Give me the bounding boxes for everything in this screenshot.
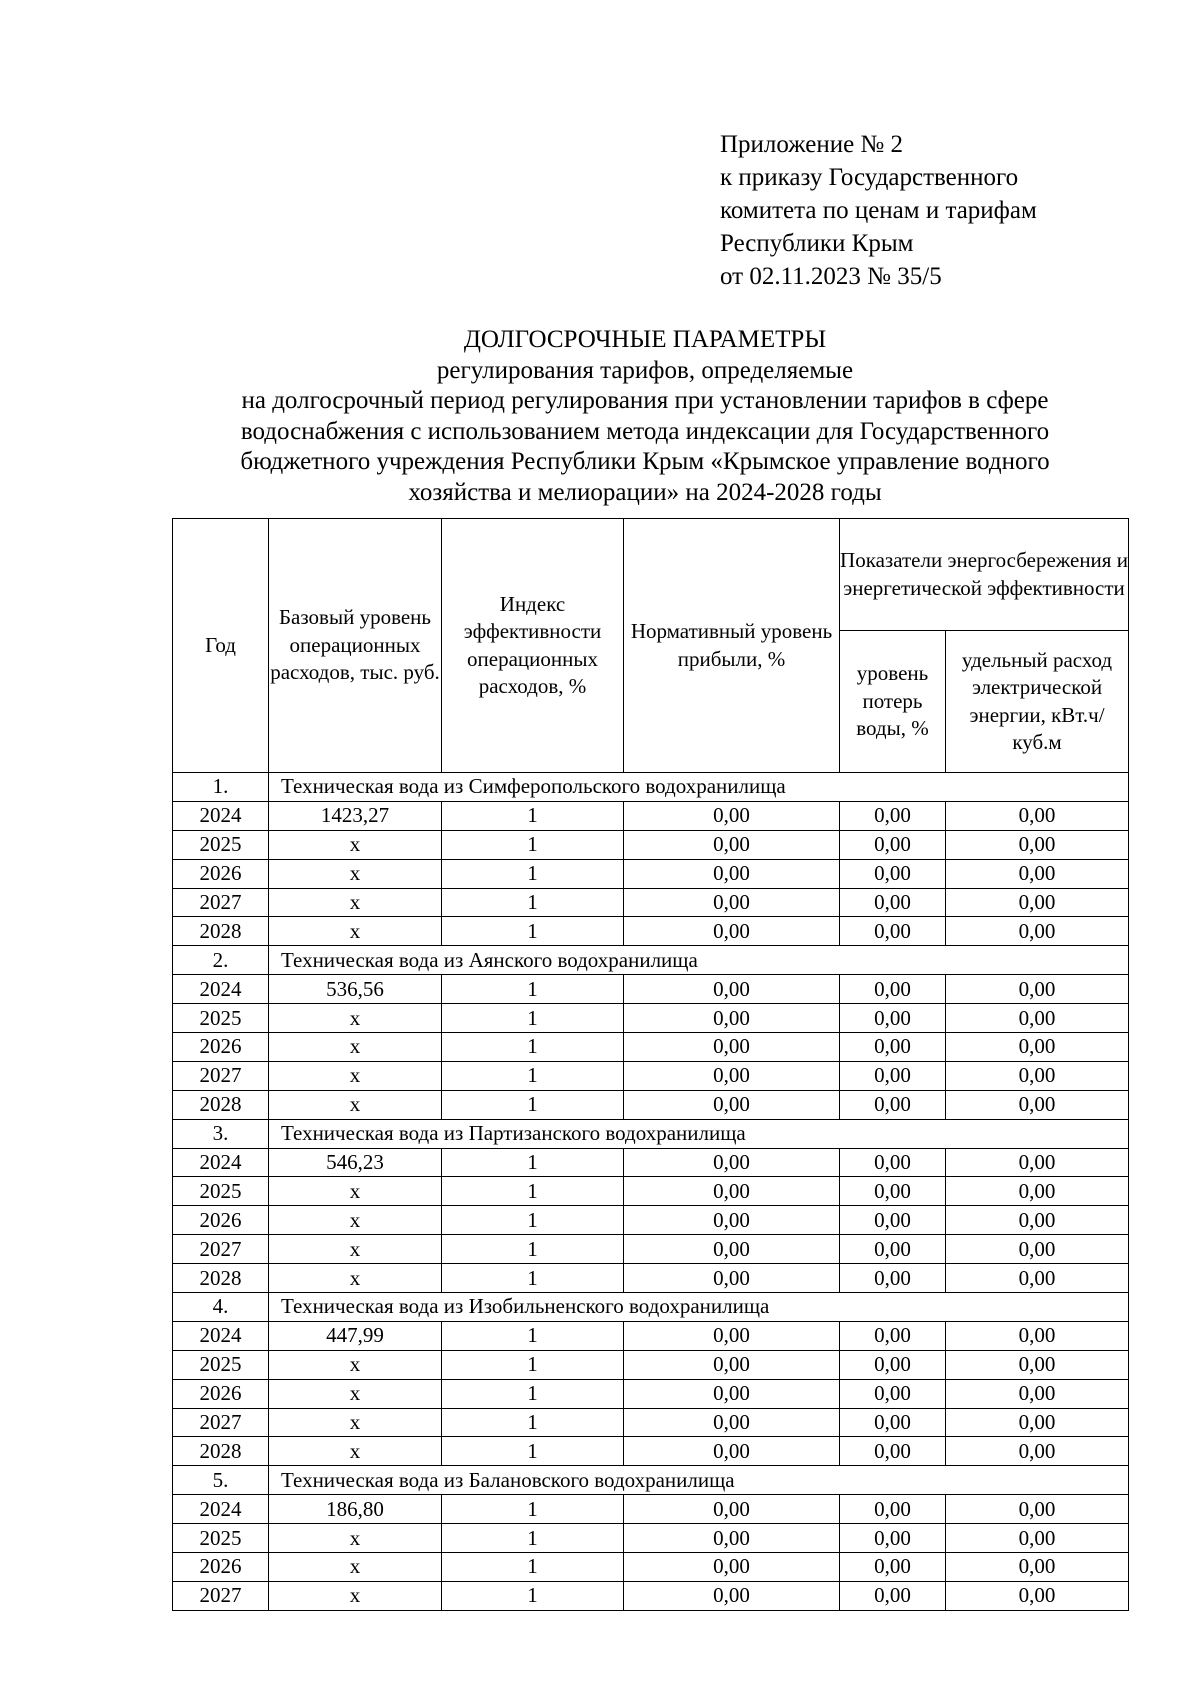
cell-base-opex: 546,23 [269, 1148, 442, 1177]
cell-year: 2027 [173, 1235, 269, 1264]
appendix-line: Республики Крым [720, 230, 914, 257]
title-line: на долгосрочный период регулирования при установлении тарифов в сфере [241, 387, 1049, 414]
cell-water-loss: 0,00 [840, 1033, 946, 1062]
table-row [173, 1148, 1129, 1177]
table-row [173, 1321, 1129, 1350]
cell-efficiency-index: 1 [442, 975, 624, 1004]
cell-water-loss: 0,00 [840, 859, 946, 888]
table-header [173, 519, 1129, 773]
header-efficiency-index: Индекс эффективности операционных расходов, % [442, 519, 624, 773]
cell-base-opex: х [269, 888, 442, 917]
table-row [173, 1235, 1129, 1264]
cell-electricity: 0,00 [946, 859, 1129, 888]
appendix-line: к приказу Государственного [720, 164, 1019, 191]
cell-efficiency-index: 1 [442, 917, 624, 946]
header-base-opex: Базовый уровень операционных расходов, тыс. руб. [269, 519, 442, 773]
cell-base-opex: х [269, 1379, 442, 1408]
table-row [173, 1090, 1129, 1119]
parameters-table [172, 518, 1129, 1611]
cell-profit-level: 0,00 [624, 1495, 840, 1524]
cell-electricity: 0,00 [946, 1061, 1129, 1090]
cell-water-loss: 0,00 [840, 1495, 946, 1524]
cell-water-loss: 0,00 [840, 1004, 946, 1033]
cell-base-opex: х [269, 1177, 442, 1206]
cell-profit-level: 0,00 [624, 1321, 840, 1350]
cell-efficiency-index: 1 [442, 1235, 624, 1264]
section-number: 5. [173, 1466, 269, 1495]
cell-efficiency-index: 1 [442, 1379, 624, 1408]
appendix-line: комитета по ценам и тарифам [720, 197, 1037, 224]
cell-profit-level: 0,00 [624, 1206, 840, 1235]
section-row [173, 1119, 1129, 1148]
cell-electricity: 0,00 [946, 1177, 1129, 1206]
cell-efficiency-index: 1 [442, 1553, 624, 1582]
section-number: 2. [173, 946, 269, 975]
section-title: Техническая вода из Изобильненского водохранилища [269, 1293, 1129, 1322]
cell-year: 2026 [173, 1206, 269, 1235]
cell-efficiency-index: 1 [442, 1437, 624, 1466]
cell-profit-level: 0,00 [624, 1553, 840, 1582]
cell-base-opex: х [269, 1004, 442, 1033]
cell-electricity: 0,00 [946, 975, 1129, 1004]
cell-profit-level: 0,00 [624, 859, 840, 888]
cell-year: 2025 [173, 1177, 269, 1206]
cell-electricity: 0,00 [946, 801, 1129, 830]
table-row [173, 1553, 1129, 1582]
table-row [173, 1437, 1129, 1466]
table-row [173, 1524, 1129, 1553]
section-row [173, 946, 1129, 975]
cell-base-opex: 186,80 [269, 1495, 442, 1524]
cell-electricity: 0,00 [946, 830, 1129, 859]
cell-base-opex: 536,56 [269, 975, 442, 1004]
cell-electricity: 0,00 [946, 917, 1129, 946]
cell-efficiency-index: 1 [442, 1524, 624, 1553]
section-title: Техническая вода из Партизанского водохранилища [269, 1119, 1129, 1148]
cell-water-loss: 0,00 [840, 975, 946, 1004]
cell-base-opex: 447,99 [269, 1321, 442, 1350]
cell-base-opex: х [269, 1553, 442, 1582]
cell-electricity: 0,00 [946, 1350, 1129, 1379]
cell-year: 2024 [173, 1148, 269, 1177]
table-row [173, 1033, 1129, 1062]
cell-profit-level: 0,00 [624, 1524, 840, 1553]
cell-electricity: 0,00 [946, 1090, 1129, 1119]
cell-water-loss: 0,00 [840, 1061, 946, 1090]
cell-base-opex: х [269, 1437, 442, 1466]
table-row [173, 888, 1129, 917]
section-row [173, 1466, 1129, 1495]
cell-year: 2026 [173, 859, 269, 888]
cell-electricity: 0,00 [946, 1148, 1129, 1177]
cell-electricity: 0,00 [946, 1033, 1129, 1062]
cell-profit-level: 0,00 [624, 917, 840, 946]
cell-electricity: 0,00 [946, 1524, 1129, 1553]
section-row [173, 773, 1129, 802]
cell-profit-level: 0,00 [624, 1408, 840, 1437]
cell-year: 2027 [173, 1581, 269, 1610]
cell-base-opex: х [269, 1061, 442, 1090]
section-number: 1. [173, 773, 269, 802]
cell-efficiency-index: 1 [442, 1264, 624, 1293]
section-row [173, 1293, 1129, 1322]
header-electricity: удельный расход электрической энергии, кВт.ч/куб.м [946, 631, 1129, 773]
cell-water-loss: 0,00 [840, 1553, 946, 1582]
header-year: Год [173, 519, 269, 773]
cell-year: 2025 [173, 830, 269, 859]
cell-year: 2026 [173, 1379, 269, 1408]
table-row [173, 859, 1129, 888]
cell-year: 2025 [173, 1524, 269, 1553]
cell-efficiency-index: 1 [442, 1408, 624, 1437]
cell-water-loss: 0,00 [840, 801, 946, 830]
cell-year: 2026 [173, 1553, 269, 1582]
cell-profit-level: 0,00 [624, 1379, 840, 1408]
cell-electricity: 0,00 [946, 1235, 1129, 1264]
cell-electricity: 0,00 [946, 1553, 1129, 1582]
cell-profit-level: 0,00 [624, 1090, 840, 1119]
cell-base-opex: х [269, 1033, 442, 1062]
cell-year: 2024 [173, 801, 269, 830]
table-row [173, 1206, 1129, 1235]
cell-efficiency-index: 1 [442, 1148, 624, 1177]
cell-electricity: 0,00 [946, 1495, 1129, 1524]
cell-water-loss: 0,00 [840, 1321, 946, 1350]
cell-year: 2024 [173, 1321, 269, 1350]
cell-efficiency-index: 1 [442, 1177, 624, 1206]
appendix-line: Приложение № 2 [720, 131, 904, 158]
cell-water-loss: 0,00 [840, 1408, 946, 1437]
cell-base-opex: х [269, 1524, 442, 1553]
cell-efficiency-index: 1 [442, 888, 624, 917]
cell-efficiency-index: 1 [442, 1033, 624, 1062]
cell-efficiency-index: 1 [442, 830, 624, 859]
cell-base-opex: х [269, 830, 442, 859]
cell-year: 2028 [173, 1264, 269, 1293]
cell-water-loss: 0,00 [840, 1437, 946, 1466]
cell-base-opex: х [269, 1090, 442, 1119]
table-row [173, 975, 1129, 1004]
cell-efficiency-index: 1 [442, 1581, 624, 1610]
table-row [173, 1177, 1129, 1206]
cell-water-loss: 0,00 [840, 1177, 946, 1206]
cell-base-opex: х [269, 1206, 442, 1235]
cell-efficiency-index: 1 [442, 1206, 624, 1235]
table-row [173, 917, 1129, 946]
cell-electricity: 0,00 [946, 1437, 1129, 1466]
cell-electricity: 0,00 [946, 1379, 1129, 1408]
cell-electricity: 0,00 [946, 888, 1129, 917]
title-line: регулирования тарифов, определяемые [436, 356, 854, 384]
header-energy-group: Показатели энергосбережения и энергетической эффективности [840, 519, 1129, 631]
cell-profit-level: 0,00 [624, 1004, 840, 1033]
cell-year: 2026 [173, 1033, 269, 1062]
cell-base-opex: 1423,27 [269, 801, 442, 830]
cell-profit-level: 0,00 [624, 975, 840, 1004]
cell-year: 2024 [173, 1495, 269, 1524]
title-line: водоснабжения с использованием метода индексации для Государственного [240, 417, 1050, 445]
cell-profit-level: 0,00 [624, 801, 840, 830]
document-title [170, 325, 1120, 508]
table-row [173, 1379, 1129, 1408]
section-title: Техническая вода из Аянского водохранилища [269, 946, 1129, 975]
table-row [173, 1061, 1129, 1090]
cell-efficiency-index: 1 [442, 1321, 624, 1350]
cell-electricity: 0,00 [946, 1004, 1129, 1033]
cell-base-opex: х [269, 917, 442, 946]
cell-water-loss: 0,00 [840, 1581, 946, 1610]
cell-efficiency-index: 1 [442, 1495, 624, 1524]
table-row [173, 1581, 1129, 1610]
cell-efficiency-index: 1 [442, 1061, 624, 1090]
cell-electricity: 0,00 [946, 1408, 1129, 1437]
cell-year: 2028 [173, 917, 269, 946]
cell-year: 2025 [173, 1350, 269, 1379]
table-row [173, 1004, 1129, 1033]
cell-year: 2028 [173, 1090, 269, 1119]
cell-profit-level: 0,00 [624, 830, 840, 859]
cell-efficiency-index: 1 [442, 1004, 624, 1033]
table-row [173, 1350, 1129, 1379]
table-row [173, 1495, 1129, 1524]
appendix-block [720, 128, 1037, 293]
table-row [173, 830, 1129, 859]
cell-year: 2024 [173, 975, 269, 1004]
header-profit-level: Нормативный уровень прибыли, % [624, 519, 840, 773]
cell-water-loss: 0,00 [840, 917, 946, 946]
cell-efficiency-index: 1 [442, 859, 624, 888]
cell-base-opex: х [269, 1264, 442, 1293]
cell-profit-level: 0,00 [624, 1350, 840, 1379]
title-heading: ДОЛГОСРОЧНЫЕ ПАРАМЕТРЫ [463, 326, 827, 353]
appendix-line: от 02.11.2023 № 35/5 [720, 263, 942, 290]
cell-water-loss: 0,00 [840, 1350, 946, 1379]
cell-electricity: 0,00 [946, 1321, 1129, 1350]
cell-electricity: 0,00 [946, 1206, 1129, 1235]
cell-water-loss: 0,00 [840, 1379, 946, 1408]
cell-profit-level: 0,00 [624, 1061, 840, 1090]
table-row [173, 1264, 1129, 1293]
cell-profit-level: 0,00 [624, 1581, 840, 1610]
section-title: Техническая вода из Симферопольского водохранилища [269, 773, 1129, 802]
cell-profit-level: 0,00 [624, 1033, 840, 1062]
cell-base-opex: х [269, 859, 442, 888]
table-body [173, 773, 1129, 1611]
cell-profit-level: 0,00 [624, 1437, 840, 1466]
cell-profit-level: 0,00 [624, 1177, 840, 1206]
cell-year: 2025 [173, 1004, 269, 1033]
table-row [173, 801, 1129, 830]
table-row [173, 1408, 1129, 1437]
cell-electricity: 0,00 [946, 1264, 1129, 1293]
cell-base-opex: х [269, 1235, 442, 1264]
cell-profit-level: 0,00 [624, 888, 840, 917]
cell-water-loss: 0,00 [840, 1264, 946, 1293]
cell-efficiency-index: 1 [442, 1090, 624, 1119]
cell-base-opex: х [269, 1350, 442, 1379]
cell-water-loss: 0,00 [840, 1524, 946, 1553]
cell-water-loss: 0,00 [840, 830, 946, 859]
cell-year: 2027 [173, 1061, 269, 1090]
cell-year: 2027 [173, 888, 269, 917]
cell-electricity: 0,00 [946, 1581, 1129, 1610]
cell-base-opex: х [269, 1408, 442, 1437]
section-number: 3. [173, 1119, 269, 1148]
cell-efficiency-index: 1 [442, 801, 624, 830]
cell-water-loss: 0,00 [840, 1090, 946, 1119]
cell-year: 2027 [173, 1408, 269, 1437]
cell-water-loss: 0,00 [840, 1206, 946, 1235]
cell-base-opex: х [269, 1581, 442, 1610]
section-number: 4. [173, 1293, 269, 1322]
cell-water-loss: 0,00 [840, 1235, 946, 1264]
cell-water-loss: 0,00 [840, 888, 946, 917]
cell-profit-level: 0,00 [624, 1148, 840, 1177]
cell-profit-level: 0,00 [624, 1264, 840, 1293]
title-line: хозяйства и мелиорации» на 2024-2028 годы [408, 478, 882, 506]
header-water-loss: уровень потерь воды, % [840, 631, 946, 773]
cell-year: 2028 [173, 1437, 269, 1466]
title-line: бюджетного учреждения Республики Крым «Крымское управление водного [240, 448, 1050, 475]
cell-profit-level: 0,00 [624, 1235, 840, 1264]
cell-efficiency-index: 1 [442, 1350, 624, 1379]
section-title: Техническая вода из Балановского водохранилища [269, 1466, 1129, 1495]
cell-water-loss: 0,00 [840, 1148, 946, 1177]
